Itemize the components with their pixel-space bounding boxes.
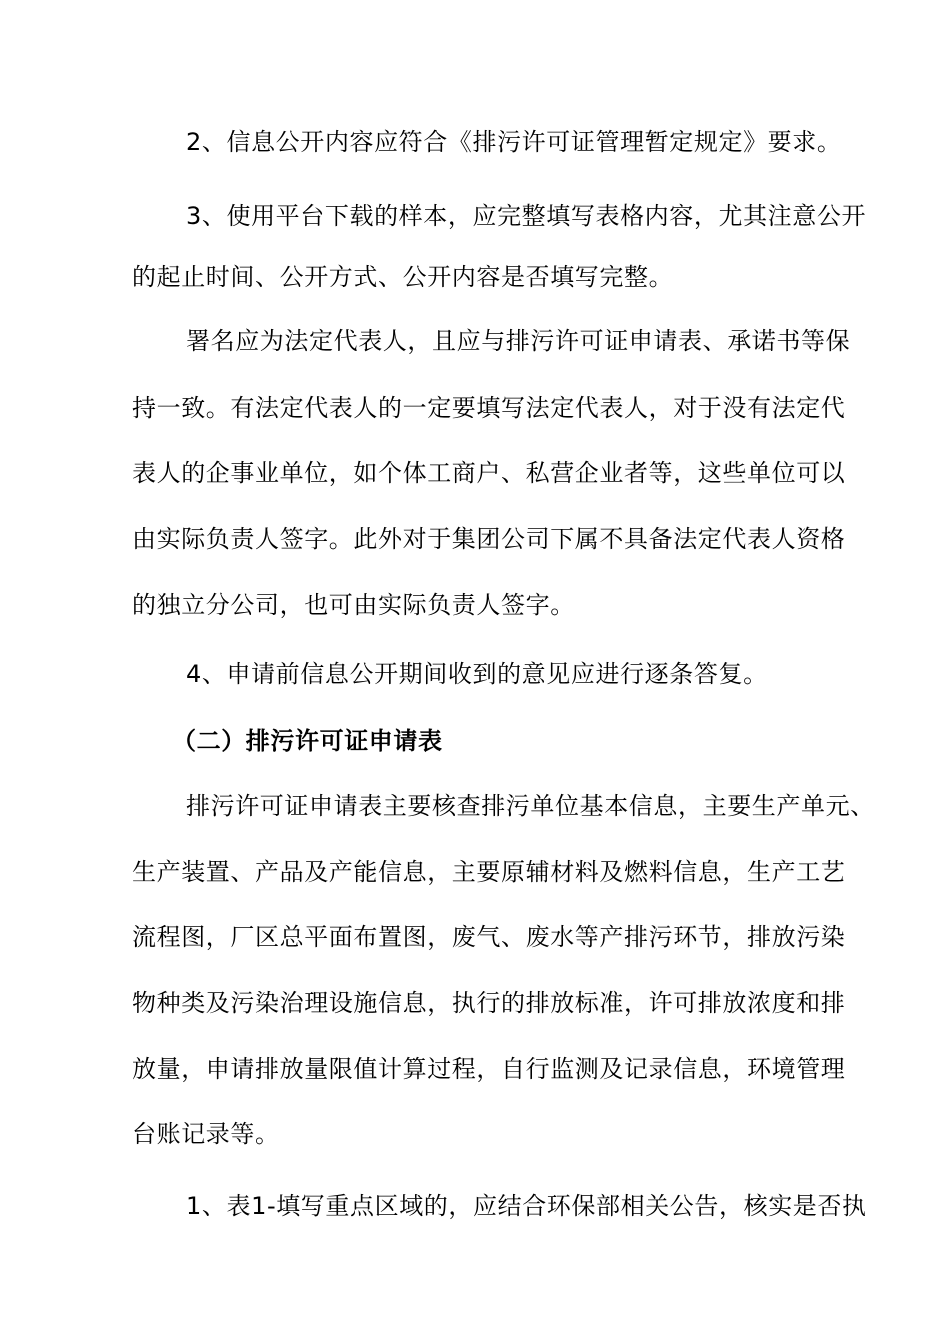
paragraph-application-line-6: 台账记录等。 — [132, 1120, 280, 1148]
paragraph-application-line-3: 流程图，厂区总平面布置图，废气、废水等产排污环节，排放污染 — [132, 923, 846, 951]
paragraph-item-2: 2、信息公开内容应符合《排污许可证管理暂定规定》要求。 — [186, 128, 842, 156]
paragraph-application-line-1: 排污许可证申请表主要核查排污单位基本信息，主要生产单元、 — [186, 792, 875, 820]
paragraph-signature-line-5: 的独立分公司，也可由实际负责人签字。 — [132, 591, 575, 619]
paragraph-signature-line-3: 表人的企事业单位，如个体工商户、私营企业者等，这些单位可以 — [132, 459, 846, 487]
paragraph-item-3-line-2: 的起止时间、公开方式、公开内容是否填写完整。 — [132, 263, 674, 291]
paragraph-signature-line-4: 由实际负责人签字。此外对于集团公司下属不具备法定代表人资格 — [132, 525, 846, 553]
section-heading: （二）排污许可证申请表 — [172, 727, 443, 755]
paragraph-item-3-line-1: 3、使用平台下载的样本，应完整填写表格内容，尤其注意公开 — [186, 202, 867, 230]
paragraph-item-4: 4、申请前信息公开期间收到的意见应进行逐条答复。 — [186, 660, 768, 688]
paragraph-signature-line-2: 持一致。有法定代表人的一定要填写法定代表人，对于没有法定代 — [132, 394, 846, 422]
paragraph-signature-line-1: 署名应为法定代表人，且应与排污许可证申请表、承诺书等保 — [186, 327, 851, 355]
paragraph-application-line-2: 生产装置、产品及产能信息，主要原辅材料及燃料信息，生产工艺 — [132, 858, 846, 886]
paragraph-application-line-4: 物种类及污染治理设施信息，执行的排放标准，许可排放浓度和排 — [132, 989, 846, 1017]
paragraph-item-1: 1、表1-填写重点区域的，应结合环保部相关公告，核实是否执 — [186, 1192, 867, 1220]
paragraph-application-line-5: 放量，申请排放量限值计算过程，自行监测及记录信息，环境管理 — [132, 1055, 846, 1083]
